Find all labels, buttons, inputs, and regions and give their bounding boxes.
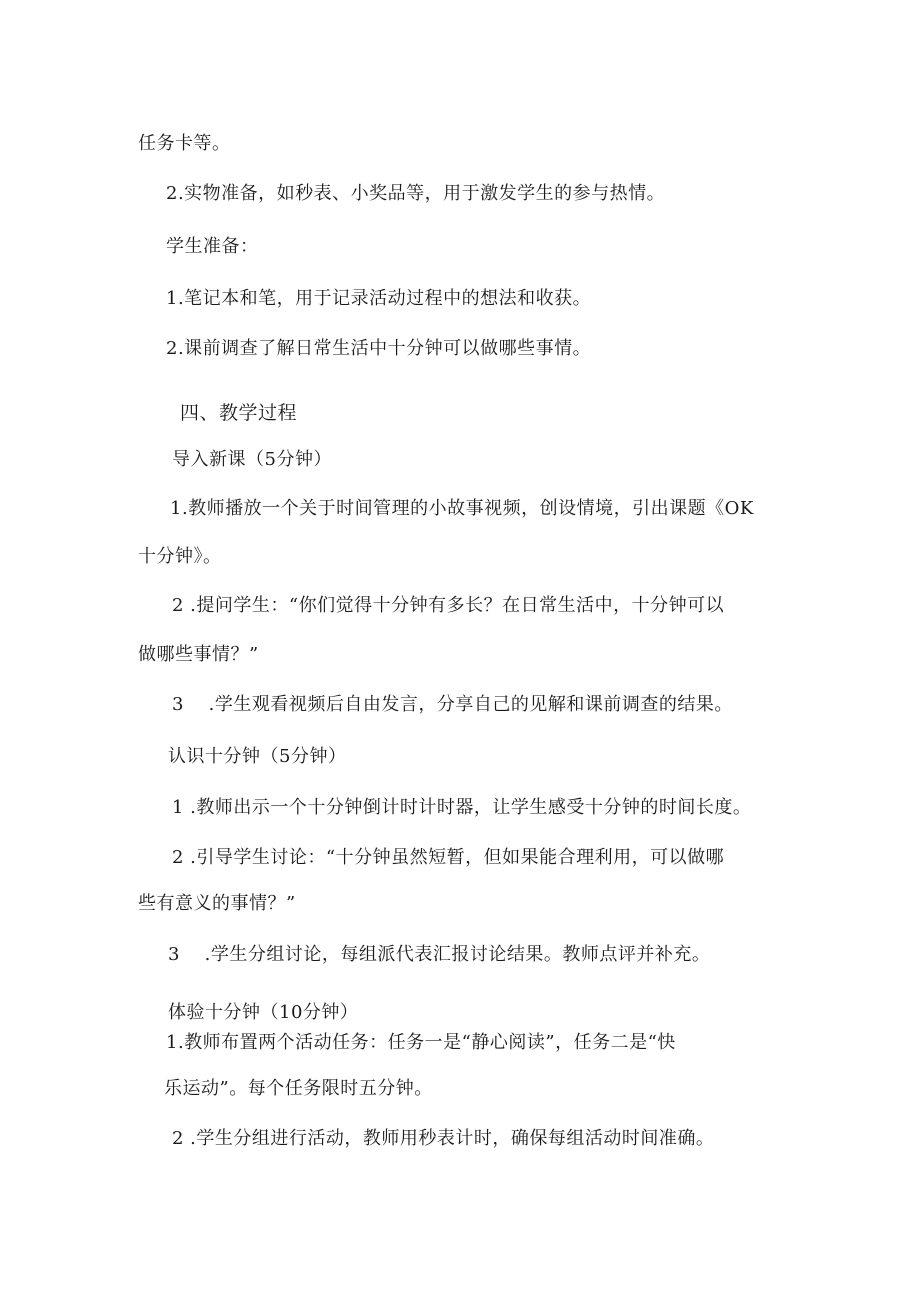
text-line: 做哪些事情？” [138, 644, 259, 665]
text-line: 任务卡等。 [138, 133, 231, 154]
text-line: 1.笔记本和笔，用于记录活动过程中的想法和收获。 [166, 288, 592, 309]
text-line: 2.课前调查了解日常生活中十分钟可以做哪些事情。 [166, 338, 592, 359]
text-line: 2.实物准备，如秒表、小奖品等，用于激发学生的参与热情。 [166, 183, 666, 204]
subsection-heading: 体验十分钟（10分钟） [168, 1002, 359, 1023]
text-line: 2 .引导学生讨论：“十分钟虽然短暂，但如果能合理利用，可以做哪 [172, 847, 725, 868]
text-line: 学生准备： [166, 236, 259, 257]
text-line: 十分钟》。 [138, 546, 222, 567]
text-line: 1.教师播放一个关于时间管理的小故事视频，创设情境，引出课题《OK [170, 498, 754, 519]
text-line: 3 .学生分组讨论，每组派代表汇报讨论结果。教师点评并补充。 [168, 944, 711, 965]
text-line: 2 .提问学生：“你们觉得十分钟有多长？在日常生活中，十分钟可以 [172, 595, 725, 616]
text-line: 乐运动”。每个任务限时五分钟。 [164, 1078, 433, 1099]
text-line: 2 .学生分组进行活动，教师用秒表计时，确保每组活动时间准确。 [172, 1128, 715, 1149]
text-line: 3 .学生观看视频后自由发言，分享自己的见解和课前调查的结果。 [172, 694, 733, 715]
subsection-heading: 认识十分钟（5分钟） [168, 746, 347, 767]
section-heading: 四、教学过程 [180, 402, 298, 424]
text-line: 些有意义的事情？” [138, 893, 296, 914]
text-line: 1 .教师出示一个十分钟倒计时计时器，让学生感受十分钟的时间长度。 [172, 797, 752, 818]
subsection-heading: 导入新课（5分钟） [172, 449, 332, 470]
text-line: 1.教师布置两个活动任务：任务一是“静心阅读”，任务二是“快 [166, 1032, 676, 1053]
